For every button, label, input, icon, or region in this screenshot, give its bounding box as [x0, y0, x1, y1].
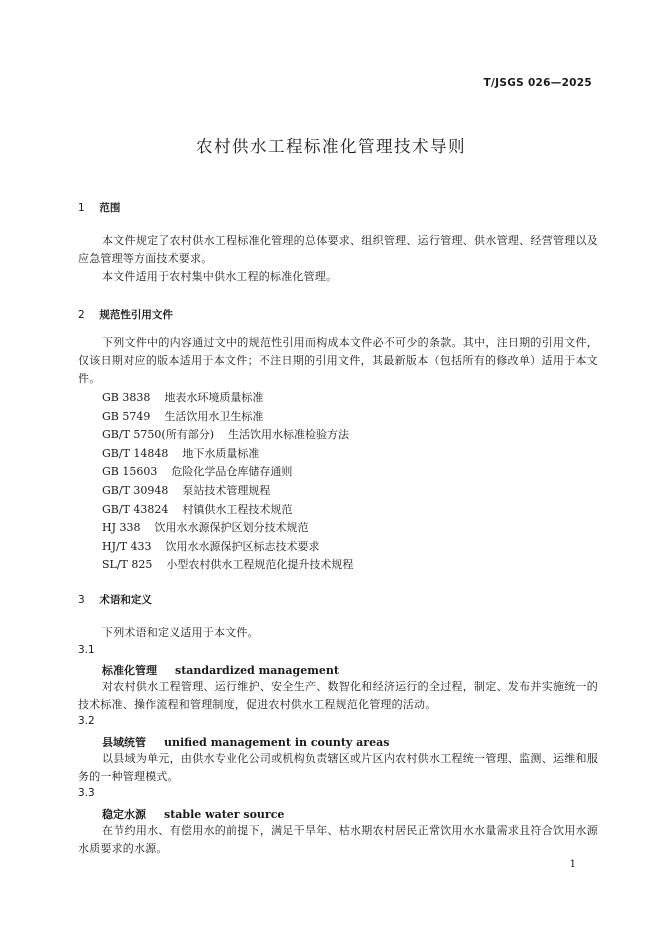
reference-title: 小型农村供水工程规范化提升技术规程 [166, 558, 354, 572]
reference-list [102, 389, 353, 575]
page-number: 1 [569, 859, 576, 870]
reference-code: GB 15603 [102, 465, 158, 479]
reference-title: 危险化学品仓库储存通则 [171, 465, 293, 479]
section-label: 规范性引用文件 [99, 309, 173, 321]
section-number: 1 [78, 202, 85, 214]
reference-title: 泵站技术管理规程 [182, 483, 271, 497]
reference-item [102, 482, 353, 501]
scope-paragraph-2: 本文件适用于农村集中供水工程的标准化管理。 [102, 270, 338, 283]
section-number: 3 [78, 594, 85, 606]
section-1-heading [78, 200, 120, 215]
reference-item [102, 556, 353, 575]
reference-title: 地表水环境质量标准 [164, 391, 264, 404]
section-label: 术语和定义 [99, 594, 152, 606]
term-heading [102, 734, 389, 750]
reference-title: 饮用水水源保护区划分技术规范 [154, 521, 309, 535]
terms-intro: 下列术语和定义适用于本文件。 [102, 626, 259, 639]
reference-item [102, 445, 353, 464]
reference-title: 生活饮用水标准检验方法 [228, 428, 349, 442]
term-english: stable water source [164, 808, 285, 821]
reference-item [102, 519, 353, 538]
reference-code: GB/T 14848 [102, 446, 169, 460]
reference-code: HJ 338 [102, 521, 141, 535]
reference-title: 生活饮用水卫生标准 [164, 409, 264, 423]
term-english: standardized management [175, 664, 339, 677]
reference-code: GB/T 43824 [102, 502, 169, 516]
term-chinese: 标准化管理 [102, 664, 157, 677]
scope-paragraph-1: 本文件规定了农村供水工程标准化管理的总体要求、组织管理、运行管理、供水管理、经营管理以及应急管理等方面技术要求。 [78, 234, 598, 265]
term-definition: 以县域为单元，由供水专业化公司或机构负责辖区或片区内农村供水工程统一管理、监测、运维和服务的一种管理模式。 [78, 752, 598, 783]
reference-item [102, 408, 353, 427]
term-heading [102, 806, 284, 822]
section-number: 2 [78, 309, 85, 321]
reference-item [102, 538, 353, 557]
reference-code: GB/T 30948 [102, 483, 169, 497]
references-intro: 下列文件中的内容通过文中的规范性引用而构成本文件必不可少的条款。其中，注日期的引用文件，仅该日期对应的版本适用于本文件；不注日期的引用文件，其最新版本（包括所有的修改单）适用于本文件。 [78, 336, 598, 385]
reference-item [102, 501, 353, 520]
reference-code: GB 3838 [102, 391, 151, 404]
term-definition: 对农村供水工程管理、运行维护、安全生产、数智化和经济运行的全过程，制定、发布并实施统一的技术标准、操作流程和管理制度，促进农村供水工程规范化管理的活动。 [78, 680, 598, 711]
reference-title: 村镇供水工程技术规范 [182, 502, 293, 516]
term-chinese: 稳定水源 [102, 808, 146, 821]
reference-code: SL/T 825 [102, 558, 153, 572]
term-number: 3.1 [78, 644, 95, 656]
term-number: 3.2 [78, 715, 95, 727]
reference-title: 饮用水水源保护区标志技术要求 [165, 539, 320, 553]
reference-title: 地下水质量标准 [182, 446, 260, 460]
document-title: 农村供水工程标准化管理技术导则 [196, 137, 466, 156]
term-chinese: 县域统管 [102, 736, 146, 749]
reference-code: GB 5749 [102, 409, 151, 423]
document-code: T/JSGS 026—2025 [483, 77, 592, 89]
reference-code: GB/T 5750(所有部分) [102, 428, 214, 442]
section-3-heading [78, 592, 152, 607]
reference-item [102, 463, 353, 482]
reference-item [102, 389, 353, 408]
section-2-heading [78, 307, 173, 322]
term-definition: 在节约用水、有偿用水的前提下，满足干旱年、枯水期农村居民正常饮用水水量需求且符合饮用水源水质要求的水源。 [78, 824, 598, 855]
reference-code: HJ/T 433 [102, 539, 152, 553]
section-label: 范围 [99, 202, 121, 214]
reference-item [102, 426, 353, 445]
term-heading [102, 662, 339, 678]
term-english: unified management in county areas [164, 736, 390, 749]
term-number: 3.3 [78, 787, 95, 799]
